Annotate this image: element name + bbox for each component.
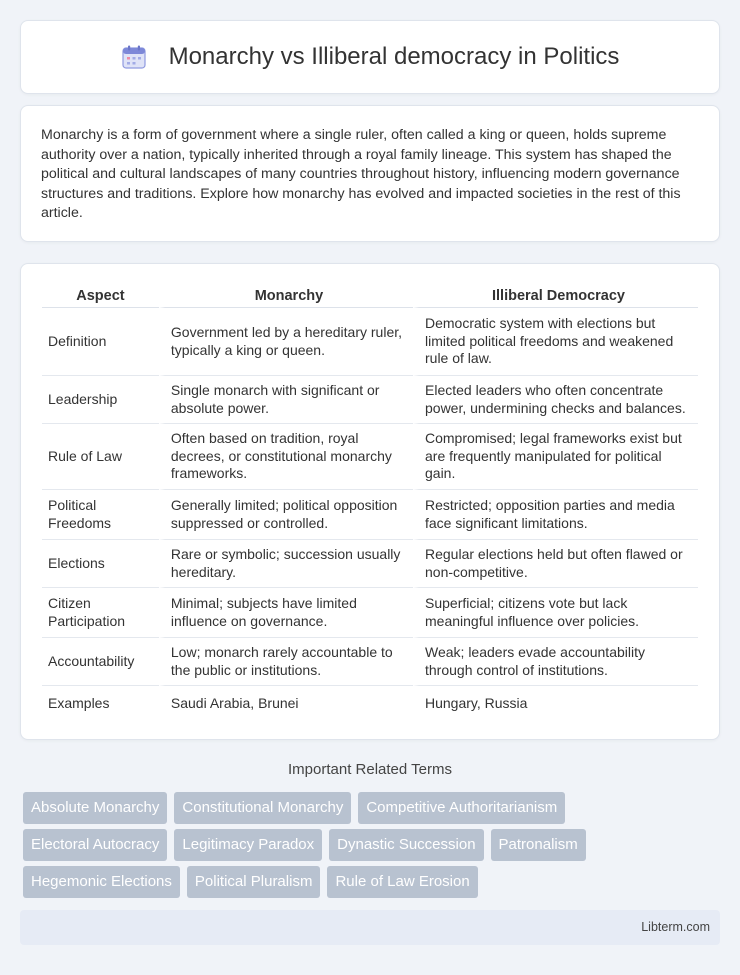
table-row <box>42 588 698 638</box>
monarchy-cell: Government led by a hereditary ruler, typically a king or queen. <box>159 308 413 376</box>
illiberal-cell: Regular elections held but often flawed or non-competitive. <box>413 540 698 588</box>
illiberal-cell: Restricted; opposition parties and media face significant limitations. <box>413 490 698 540</box>
table-row <box>42 376 698 424</box>
table-row <box>42 540 698 588</box>
tag-patronalism[interactable]: Patronalism <box>491 829 586 861</box>
monarchy-cell: Minimal; subjects have limited influence on governance. <box>159 588 413 638</box>
monarchy-cell: Saudi Arabia, Brunei <box>159 686 413 722</box>
header-monarchy: Monarchy <box>159 284 413 308</box>
illiberal-cell: Elected leaders who often concentrate power, undermining checks and balances. <box>413 376 698 424</box>
tag-dynastic-succession[interactable]: Dynastic Succession <box>329 829 483 861</box>
tag-electoral-autocracy[interactable]: Electoral Autocracy <box>23 829 167 861</box>
related-terms-list <box>23 792 723 903</box>
aspect-cell: Leadership <box>42 376 159 424</box>
tag-legitimacy-paradox[interactable]: Legitimacy Paradox <box>174 829 322 861</box>
illiberal-cell: Hungary, Russia <box>413 686 698 722</box>
monarchy-cell: Rare or symbolic; succession usually hereditary. <box>159 540 413 588</box>
table-header-row <box>42 284 698 308</box>
aspect-cell: Rule of Law <box>42 424 159 490</box>
illiberal-cell: Weak; leaders evade accountability through control of institutions. <box>413 638 698 686</box>
aspect-cell: Definition <box>42 308 159 376</box>
related-terms-title: Important Related Terms <box>288 761 452 778</box>
comparison-table-card <box>20 263 720 740</box>
footer <box>20 910 720 945</box>
header-card <box>20 20 720 94</box>
tag-rule-of-law-erosion[interactable]: Rule of Law Erosion <box>327 866 477 898</box>
table-row <box>42 638 698 686</box>
calendar-icon <box>121 44 147 70</box>
comparison-table <box>42 284 698 722</box>
monarchy-cell: Generally limited; political opposition suppressed or controlled. <box>159 490 413 540</box>
footer-site-link[interactable]: Libterm.com <box>641 920 710 934</box>
header-illiberal-democracy: Illiberal Democracy <box>413 284 698 308</box>
tag-political-pluralism[interactable]: Political Pluralism <box>187 866 321 898</box>
monarchy-cell: Often based on tradition, royal decrees, or constitutional monarchy frameworks. <box>159 424 413 490</box>
page-title <box>121 43 620 71</box>
table-row <box>42 686 698 722</box>
illiberal-cell: Compromised; legal frameworks exist but are frequently manipulated for political gain. <box>413 424 698 490</box>
tag-constitutional-monarchy[interactable]: Constitutional Monarchy <box>174 792 351 824</box>
aspect-cell: Citizen Participation <box>42 588 159 638</box>
tag-competitive-authoritarianism[interactable]: Competitive Authoritarianism <box>358 792 565 824</box>
intro-text: Monarchy is a form of government where a single ruler, often called a king or queen, holds supreme authority over a nation, typically inherited through a royal family lineage. This system has shaped the political and cultural landscapes of many countries throughout history, influencing modern governance structures and traditions. Explore how monarchy has evolved and impacted societies in the rest of this article. <box>41 127 681 222</box>
monarchy-cell: Single monarch with significant or absolute power. <box>159 376 413 424</box>
tag-absolute-monarchy[interactable]: Absolute Monarchy <box>23 792 167 824</box>
intro-card <box>20 105 720 242</box>
tag-row <box>23 866 723 898</box>
illiberal-cell: Superficial; citizens vote but lack meaningful influence over policies. <box>413 588 698 638</box>
tag-hegemonic-elections[interactable]: Hegemonic Elections <box>23 866 180 898</box>
tag-row <box>23 792 723 824</box>
illiberal-cell: Democratic system with elections but limited political freedoms and weakened rule of law. <box>413 308 698 376</box>
aspect-cell: Elections <box>42 540 159 588</box>
table-row <box>42 424 698 490</box>
table-row <box>42 490 698 540</box>
table-row <box>42 308 698 376</box>
aspect-cell: Examples <box>48 695 110 712</box>
tag-row <box>23 829 723 861</box>
aspect-cell: Political Freedoms <box>42 490 159 540</box>
page-title-text: Monarchy vs Illiberal democracy in Politics <box>168 43 620 70</box>
aspect-cell: Accountability <box>42 638 159 686</box>
monarchy-cell: Low; monarch rarely accountable to the public or institutions. <box>159 638 413 686</box>
header-aspect: Aspect <box>42 284 159 308</box>
